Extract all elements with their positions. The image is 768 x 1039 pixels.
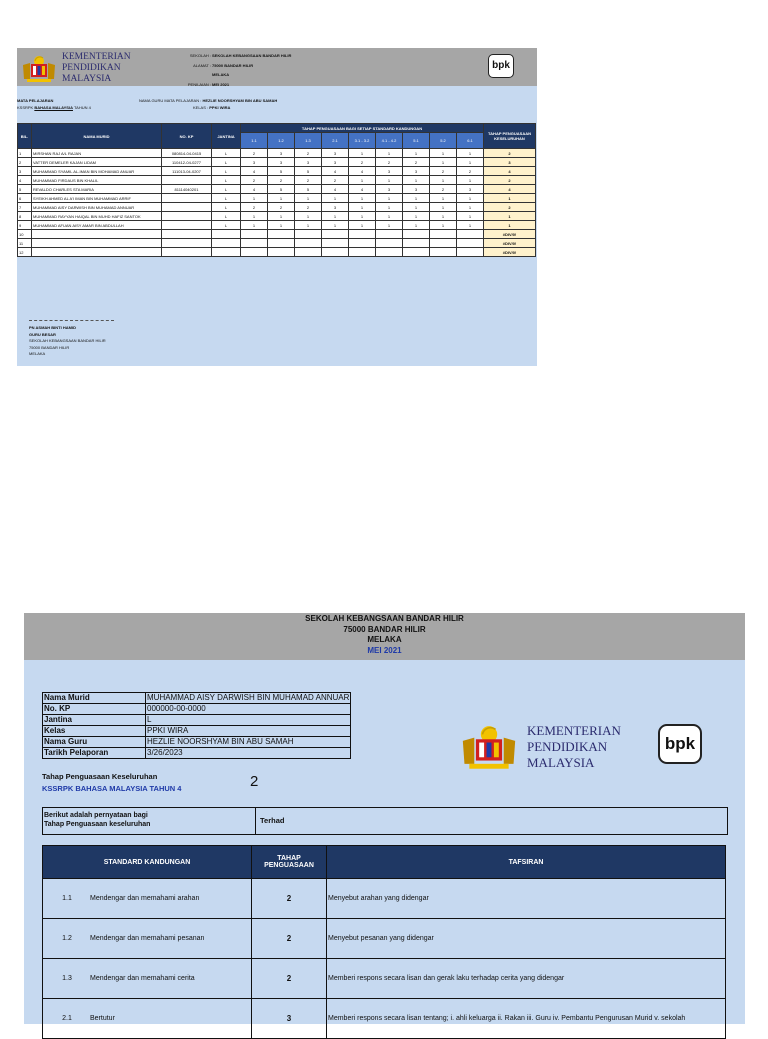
header-jantina: JANTINA [212, 124, 241, 149]
cell-score: 2 [295, 176, 322, 185]
standard-name: Bertutur [90, 1015, 115, 1022]
guru-label: NAMA GURU MATA PELAJARAN : [139, 98, 202, 103]
cell-score: 1 [457, 194, 484, 203]
info-value: HEZLIE NOORSHYAM BIN ABU SAMAH [146, 737, 351, 748]
cell-bil: 7 [18, 203, 32, 212]
cell-score [295, 230, 322, 239]
logo-line: MALAYSIA [62, 74, 112, 84]
logo-line: KEMENTERIAN [62, 52, 131, 62]
cell-jantina: L [212, 167, 241, 176]
cell-score: 2 [268, 176, 295, 185]
table-row [43, 999, 726, 1039]
header-tafsiran: TAFSIRAN [327, 846, 726, 879]
cell-score [349, 239, 376, 248]
cell-score: 1 [349, 221, 376, 230]
cell-nama: SYEIKH AHMED AL A'I IMAN BIN MUHAMMAD ARRIF [32, 194, 162, 203]
cell-overall: 2 [484, 149, 536, 158]
header-tahap: TAHAP PENGUASAAN BAGI SETIAP STANDARD KANDUNGAN [241, 124, 484, 133]
cell-score: 1 [322, 212, 349, 221]
info-row [43, 693, 351, 704]
standard-name: Mendengar dan memahami arahan [90, 895, 200, 902]
sign-school: SEKOLAH KEBANGSAAN BANDAR HILIR [29, 338, 106, 343]
cell-score: 1 [295, 194, 322, 203]
subject-value: BAHASA MALAYSIA [34, 105, 73, 110]
cell-score [349, 230, 376, 239]
info-row [43, 748, 351, 759]
subheader-standard: 2.1 [322, 133, 349, 149]
info-row [43, 715, 351, 726]
info-value: SEKOLAH KEBANGSAAN BANDAR HILIR [212, 53, 292, 58]
info-row [157, 61, 291, 71]
cell-nama: MUHAMMAD SYAMIL AL-IMAN BIN MOHAMAD ANUAR [32, 167, 162, 176]
cell-score: 1 [403, 212, 430, 221]
cell-score: 1 [430, 203, 457, 212]
signature-line [29, 320, 114, 321]
cell-overall: 3 [484, 158, 536, 167]
table-row [43, 959, 726, 999]
cell-nama [32, 248, 162, 257]
cell-score: 2 [241, 176, 268, 185]
info-label: ALAMAT : [193, 62, 211, 68]
cell-score [295, 239, 322, 248]
cell-score: 4 [322, 185, 349, 194]
cell-score [241, 239, 268, 248]
cell-score: 1 [268, 194, 295, 203]
cell-overall: 1 [484, 194, 536, 203]
statement-value: Terhad [260, 816, 285, 825]
cell-score [322, 239, 349, 248]
subheader-standard: 5.2 [430, 133, 457, 149]
info-row [157, 70, 291, 80]
table-row [43, 879, 726, 919]
cell-bil: 5 [18, 185, 32, 194]
school-name: SEKOLAH KEBANGSAAN BANDAR HILIR [305, 614, 464, 623]
headmaster-title: GURU BESAR [29, 331, 56, 337]
cell-overall: 2 [484, 203, 536, 212]
subheader-standard: 1.2 [268, 133, 295, 149]
info-key: No. KP [43, 704, 146, 715]
table-row [18, 158, 536, 167]
cell-score [295, 248, 322, 257]
cell-score: 1 [430, 194, 457, 203]
info-row [43, 704, 351, 715]
standard-number: 1.2 [62, 935, 72, 942]
cell-score: 3 [295, 158, 322, 167]
cell-tahap: 2 [252, 919, 327, 959]
cell-score: 3 [457, 185, 484, 194]
info-label [157, 70, 212, 80]
kelas-value: PPKI WIRA [209, 105, 231, 110]
cell-bil: 6 [18, 194, 32, 203]
info-key: Nama Guru [43, 737, 146, 748]
cell-score [268, 248, 295, 257]
assessment-period: MEI 2021 [367, 645, 402, 655]
info-value: MELAKA [212, 72, 230, 77]
cell-score: 2 [376, 158, 403, 167]
cell-score: 1 [403, 149, 430, 158]
overall-level-value: 2 [250, 773, 259, 790]
malaysia-emblem-icon [19, 51, 59, 84]
subheader-standard: 1.1 [241, 133, 268, 149]
header-nama: NAMA MURID [32, 124, 162, 149]
cell-bil: 9 [18, 221, 32, 230]
standard-number: 2.1 [62, 1015, 72, 1022]
cell-score: 4 [241, 185, 268, 194]
table-row [18, 248, 536, 257]
cell-score: 4 [349, 185, 376, 194]
cell-score: 1 [403, 194, 430, 203]
cell-score: 1 [241, 194, 268, 203]
table-row [18, 203, 536, 212]
cell-score: 2 [241, 203, 268, 212]
header-keseluruhan: TAHAP PENGUASAAN KESELURUHAN [484, 124, 536, 149]
info-key: Nama Murid [43, 693, 146, 704]
cell-jantina: L [212, 221, 241, 230]
report-sheet-student [24, 613, 745, 1024]
cell-score: 1 [241, 221, 268, 230]
standard-name: Mendengar dan memahami cerita [90, 975, 195, 982]
info-value: L [146, 715, 351, 726]
kelas-label: KELAS : [193, 105, 209, 110]
school-address: 75000 BANDAR HILIR [343, 624, 426, 634]
table-row [18, 167, 536, 176]
cell-score [268, 230, 295, 239]
report-sheet-summary [17, 48, 537, 366]
ministry-logo-text [527, 723, 621, 771]
cell-score [403, 230, 430, 239]
cell-score: 5 [268, 167, 295, 176]
info-row [157, 80, 291, 90]
cell-score: 1 [457, 221, 484, 230]
cell-kp [162, 203, 212, 212]
cell-score: 1 [457, 158, 484, 167]
cell-score: 1 [430, 212, 457, 221]
cell-jantina: L [212, 149, 241, 158]
cell-overall: 2 [484, 176, 536, 185]
cell-jantina: L [212, 194, 241, 203]
cell-score: 1 [376, 212, 403, 221]
logo-line: PENDIDIKAN [62, 63, 121, 73]
cell-score [241, 248, 268, 257]
standard-number: 1.3 [62, 975, 72, 982]
cell-score: 3 [376, 185, 403, 194]
cell-nama: MUHAMMAD AFUAN AISY AMAR BIN ABDULLAH [32, 221, 162, 230]
cell-overall: 4 [484, 167, 536, 176]
cell-score: 3 [322, 149, 349, 158]
cell-score: 2 [322, 176, 349, 185]
info-value: 000000-00-0000 [146, 704, 351, 715]
cell-score: 3 [268, 158, 295, 167]
cell-score [430, 239, 457, 248]
cell-kp: 111013-04-0207 [162, 167, 212, 176]
cell-score: 1 [403, 221, 430, 230]
cell-score: 4 [241, 167, 268, 176]
cell-score: 1 [295, 221, 322, 230]
cell-nama: VATTER DEMELER KAJAN LIDAM [32, 158, 162, 167]
malaysia-emblem-icon [454, 718, 524, 772]
cell-score: 1 [349, 149, 376, 158]
cell-score: 2 [295, 149, 322, 158]
cell-jantina: L [212, 185, 241, 194]
cell-score: 1 [430, 221, 457, 230]
cell-standard [43, 999, 252, 1039]
cell-bil: 11 [18, 239, 32, 248]
overall-level-label: Tahap Penguasaan Keseluruhan [42, 772, 158, 781]
cell-score: 3 [376, 167, 403, 176]
cell-score: 1 [430, 176, 457, 185]
cell-overall: #DIV/0! [484, 239, 536, 248]
cell-score [403, 239, 430, 248]
table-row [18, 176, 536, 185]
cell-score: 1 [403, 176, 430, 185]
cell-score [268, 239, 295, 248]
cell-score: 1 [430, 158, 457, 167]
header-tahap-penguasaan: TAHAP PENGUASAAN [252, 846, 327, 879]
cell-standard [43, 879, 252, 919]
cell-score: 1 [457, 212, 484, 221]
cell-score: 1 [376, 149, 403, 158]
logo-line: KEMENTERIAN [527, 723, 621, 738]
cell-score: 2 [241, 149, 268, 158]
cell-score: 1 [349, 212, 376, 221]
cell-bil: 12 [18, 248, 32, 257]
cell-score: 2 [349, 158, 376, 167]
cell-tafsiran: Memberi respons secara lisan dan gerak laku terhadap cerita yang didengar [327, 959, 726, 999]
cell-kp [162, 176, 212, 185]
ministry-logo-text [62, 52, 131, 85]
cell-score: 1 [349, 176, 376, 185]
cell-tafsiran: Memberi respons secara lisan tentang; i. ahli keluarga ii. Rakan iii. Guru iv. Pembantu Pengurusan Murid v. sekolah [327, 999, 726, 1039]
cell-score: 2 [295, 203, 322, 212]
logo-line: PENDIDIKAN [527, 739, 608, 754]
cell-overall: #DIV/0! [484, 248, 536, 257]
cell-score [349, 248, 376, 257]
cell-score: 1 [322, 221, 349, 230]
cell-overall: #DIV/0! [484, 230, 536, 239]
school-header [24, 614, 745, 656]
cell-bil: 2 [18, 158, 32, 167]
cell-overall: 4 [484, 185, 536, 194]
cell-score: 5 [295, 167, 322, 176]
cell-score: 1 [403, 203, 430, 212]
cell-overall: 1 [484, 212, 536, 221]
subheader-standard: 3.1 - 3.2 [349, 133, 376, 149]
subheader-standard: 5.1 [403, 133, 430, 149]
school-state: MELAKA [367, 635, 402, 644]
cell-jantina [212, 230, 241, 239]
table-row [18, 230, 536, 239]
cell-score: 1 [457, 176, 484, 185]
info-row [157, 51, 291, 61]
standard-name: Mendengar dan memahami pesanan [90, 935, 205, 942]
cell-score: 1 [430, 149, 457, 158]
cell-score: 1 [268, 212, 295, 221]
cell-standard [43, 959, 252, 999]
info-row [43, 726, 351, 737]
cell-kp: 110412-04-0277 [162, 158, 212, 167]
cell-score: 1 [376, 176, 403, 185]
cell-score: 4 [322, 167, 349, 176]
cell-tafsiran: Menyebut arahan yang didengar [327, 879, 726, 919]
cell-bil: 3 [18, 167, 32, 176]
cell-score: 1 [376, 203, 403, 212]
headmaster-signature-block [29, 320, 114, 358]
statement-label-2: Tahap Penguasaan keseluruhan [44, 821, 151, 828]
cell-kp: 080814-04-0415 [162, 149, 212, 158]
info-value: MEI 2021 [212, 81, 230, 87]
cell-kp [162, 212, 212, 221]
cell-score: 3 [322, 203, 349, 212]
cell-score: 1 [457, 203, 484, 212]
cell-score: 3 [268, 149, 295, 158]
cell-kp: 81114040201 [162, 185, 212, 194]
cell-score: 2 [430, 185, 457, 194]
cell-score: 2 [430, 167, 457, 176]
cell-bil: 8 [18, 212, 32, 221]
info-value: PPKI WIRA [146, 726, 351, 737]
tahun-value: TAHUN 4 [74, 105, 91, 110]
cell-tafsiran: Menyebut pesanan yang didengar [327, 919, 726, 959]
table-row [43, 919, 726, 959]
cell-score: 1 [376, 194, 403, 203]
cell-bil: 4 [18, 176, 32, 185]
subheader-standard: 4.1 - 4.2 [376, 133, 403, 149]
cell-overall: 1 [484, 221, 536, 230]
table-row [18, 194, 536, 203]
school-info [157, 51, 291, 89]
cell-jantina: L [212, 203, 241, 212]
cell-bil: 1 [18, 149, 32, 158]
statement-label-1: Berikut adalah pernyataan bagi [44, 812, 148, 819]
cell-score: 1 [295, 212, 322, 221]
cell-score: 2 [403, 158, 430, 167]
cell-score [241, 230, 268, 239]
table-row [18, 149, 536, 158]
info-value: 3/26/2023 [146, 748, 351, 759]
table-row [18, 239, 536, 248]
student-info-table [42, 692, 351, 759]
cell-score [430, 230, 457, 239]
cell-score: 5 [268, 185, 295, 194]
cell-jantina [212, 248, 241, 257]
cell-score [376, 239, 403, 248]
cell-jantina: L [212, 158, 241, 167]
cell-score [376, 230, 403, 239]
cell-kp [162, 230, 212, 239]
sign-addr2: MELAKA [29, 351, 46, 356]
subheader-standard: 1.3 [295, 133, 322, 149]
level-statement [42, 807, 728, 835]
header-standard-kandungan: STANDARD KANDUNGAN [43, 846, 252, 879]
cell-score: 1 [349, 203, 376, 212]
cell-score: 3 [322, 158, 349, 167]
cell-kp [162, 194, 212, 203]
cell-score: 5 [295, 185, 322, 194]
student-scores-table [17, 123, 536, 257]
cell-score [322, 230, 349, 239]
cell-bil: 10 [18, 230, 32, 239]
info-label: SEKOLAH : [189, 53, 211, 58]
header-nokp: NO. KP [162, 124, 212, 149]
cell-jantina: L [212, 212, 241, 221]
cell-score: 3 [241, 158, 268, 167]
cell-score [457, 239, 484, 248]
standard-number: 1.1 [62, 895, 72, 902]
info-label: PENILAIAN : [187, 81, 211, 87]
cell-kp [162, 248, 212, 257]
cell-score: 3 [403, 185, 430, 194]
sign-addr1: 75000 BANDAR HILIR [29, 344, 70, 350]
cell-score [376, 248, 403, 257]
bpk-logo-icon: bpk [488, 54, 514, 78]
cell-score: 1 [349, 194, 376, 203]
cell-score [403, 248, 430, 257]
cell-score [457, 230, 484, 239]
info-key: Jantina [43, 715, 146, 726]
subheader-standard: 6.1 [457, 133, 484, 149]
cell-nama: MUHAMMAD FIRDAUS BIN KHALIL [32, 176, 162, 185]
cell-tahap: 2 [252, 959, 327, 999]
cell-score: 4 [349, 167, 376, 176]
info-key: Kelas [43, 726, 146, 737]
cell-nama: MUHAMMAD RAYYAN HAIQAL BIN MUHD HAFIZ SANTOK [32, 212, 162, 221]
kssrpk-label: KSSRPK [17, 105, 34, 110]
cell-nama [32, 230, 162, 239]
cell-score [430, 248, 457, 257]
header-bil: BIL. [18, 124, 32, 149]
cell-score: 2 [268, 203, 295, 212]
cell-score: 1 [241, 212, 268, 221]
cell-tahap: 3 [252, 999, 327, 1039]
cell-nama: MIRSHAN RAJ A/L RAJAN [32, 149, 162, 158]
info-value: 75000 BANDAR HILIR [212, 62, 254, 68]
cell-score: 1 [376, 221, 403, 230]
cell-kp [162, 239, 212, 248]
standard-kandungan-table [42, 845, 726, 1039]
info-row [43, 737, 351, 748]
table-row [18, 212, 536, 221]
cell-score [457, 248, 484, 257]
cell-jantina: L [212, 176, 241, 185]
cell-score: 1 [322, 194, 349, 203]
cell-score: 1 [268, 221, 295, 230]
info-key: Tarikh Pelaporan [43, 748, 146, 759]
info-value: MUHAMMAD AISY DARWISH BIN MUHAMAD ANNUAR [147, 693, 350, 702]
cell-score [322, 248, 349, 257]
mata-pelajaran-label: MATA PELAJARAN [17, 98, 54, 103]
table-row [18, 221, 536, 230]
cell-nama: REVALDO CHARLES STA MARIA [32, 185, 162, 194]
cell-tahap: 2 [252, 879, 327, 919]
cell-nama [32, 239, 162, 248]
kssrpk-subject: KSSRPK BAHASA MALAYSIA TAHUN 4 [42, 784, 182, 793]
cell-score: 3 [403, 167, 430, 176]
cell-kp [162, 221, 212, 230]
logo-line: MALAYSIA [527, 755, 595, 770]
table-row [18, 185, 536, 194]
cell-standard [43, 919, 252, 959]
guru-value: HEZLIE NOORSHYAM BIN ABU SAMAH [202, 98, 278, 103]
cell-nama: MUHAMMAD AISY DARWISH BIN MUHAMAD ANNUAR [32, 203, 162, 212]
cell-score: 2 [457, 167, 484, 176]
bpk-logo-icon: bpk [658, 724, 702, 764]
headmaster-name: PN ASMAH BINTI HAMID [29, 325, 76, 330]
cell-jantina [212, 239, 241, 248]
cell-score: 1 [457, 149, 484, 158]
